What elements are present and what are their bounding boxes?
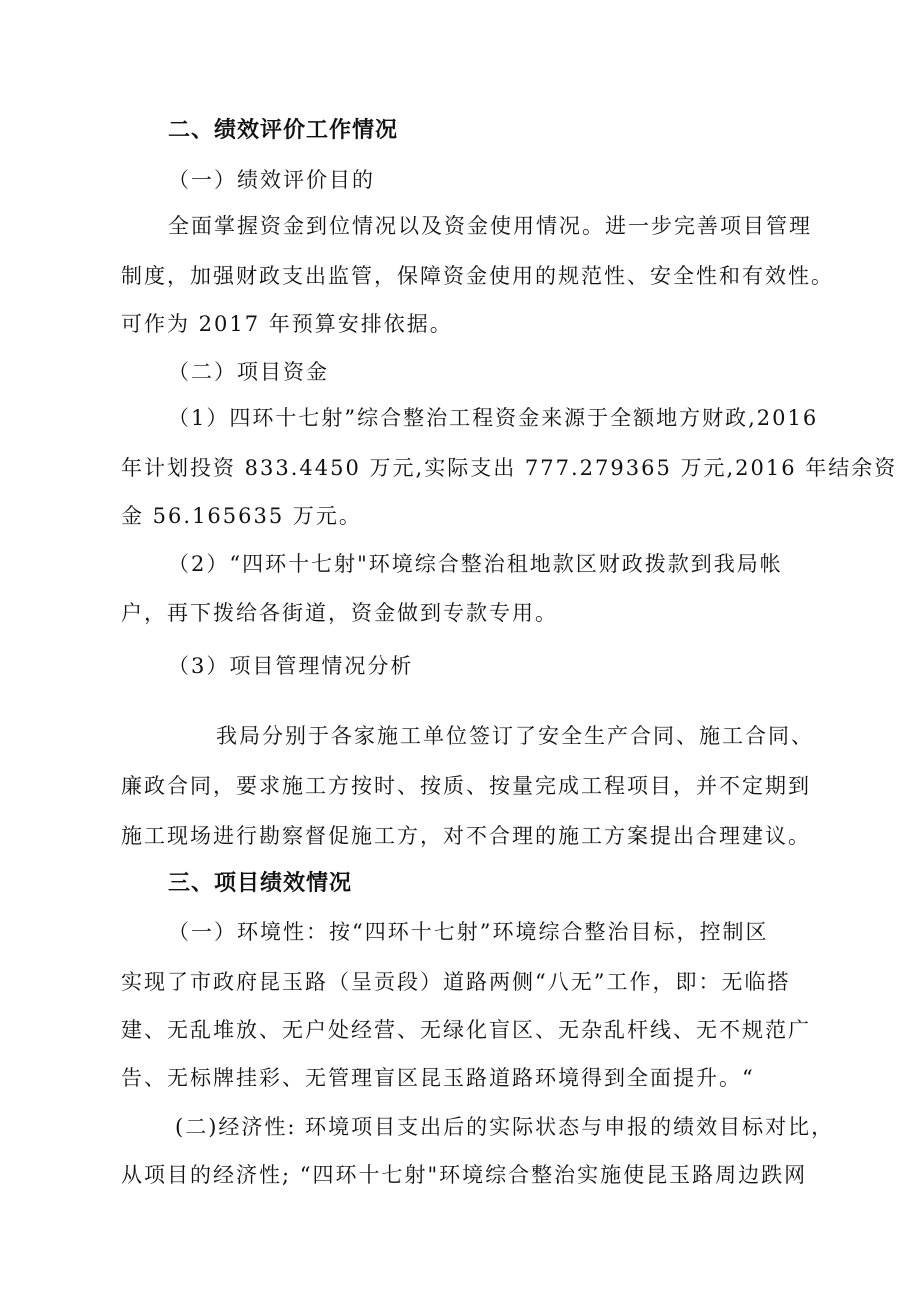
paragraph-line: 建、无乱堆放、无户处经营、无绿化盲区、无杂乱杆线、无不规范广 — [121, 1018, 811, 1042]
subsection-2-heading: （二）项目资金 — [168, 360, 329, 384]
paragraph-line: 制度，加强财政支出监管，保障资金使用的规范性、安全性和有效性。 — [121, 264, 834, 288]
item-3-heading: （3）项目管理情况分析 — [168, 654, 414, 678]
paragraph-line: 施工现场进行勘察督促施工方，对不合理的施工方案提出合理建议。 — [121, 824, 811, 848]
paragraph-line: 年计划投资 833.4450 万元,实际支出 777.279365 万元,2016 年结余资 — [121, 456, 898, 480]
paragraph-line: （2）“四环十七射"环境综合整治租地款区财政拨款到我局帐 — [168, 552, 783, 576]
section-3-heading: 三、项目绩效情况 — [168, 871, 353, 896]
paragraph-line: 金 56.165635 万元。 — [121, 504, 362, 528]
paragraph-line: 实现了市政府昆玉路（呈贡段）道路两侧“八无”工作，即：无临搭 — [121, 970, 791, 994]
subsection-1-heading: （一）绩效评价目的 — [168, 168, 375, 192]
paragraph-line: 告、无标牌挂彩、无管理盲区昆玉路道路环境得到全面提升。“ — [121, 1066, 755, 1090]
paragraph-line: 从项目的经济性; “四环十七射"环境综合整治实施使昆玉路周边跌网 — [121, 1163, 808, 1187]
paragraph-line: (二)经济性: 环境项目支出后的实际状态与申报的绩效目标对比， — [175, 1115, 835, 1139]
paragraph-line: 全面掌握资金到位情况以及资金使用情况。进一步完善项目管理 — [168, 214, 812, 238]
paragraph-line: （1）四环十七射”综合整治工程资金来源于全额地方财政,2016 — [168, 406, 819, 430]
paragraph-line: （一）环境性：按“四环十七射”环境综合整治目标，控制区 — [168, 920, 769, 944]
paragraph-line: 可作为 2017 年预算安排依据。 — [121, 312, 453, 336]
section-2-heading: 二、绩效评价工作情况 — [168, 118, 399, 143]
paragraph-line: 廉政合同，要求施工方按时、按质、按量完成工程项目，并不定期到 — [121, 774, 811, 798]
paragraph-line: 户，再下拨给各街道，资金做到专款专用。 — [121, 601, 558, 625]
paragraph-line: 我局分别于各家施工单位签订了安全生产合同、施工合同、 — [216, 724, 814, 748]
